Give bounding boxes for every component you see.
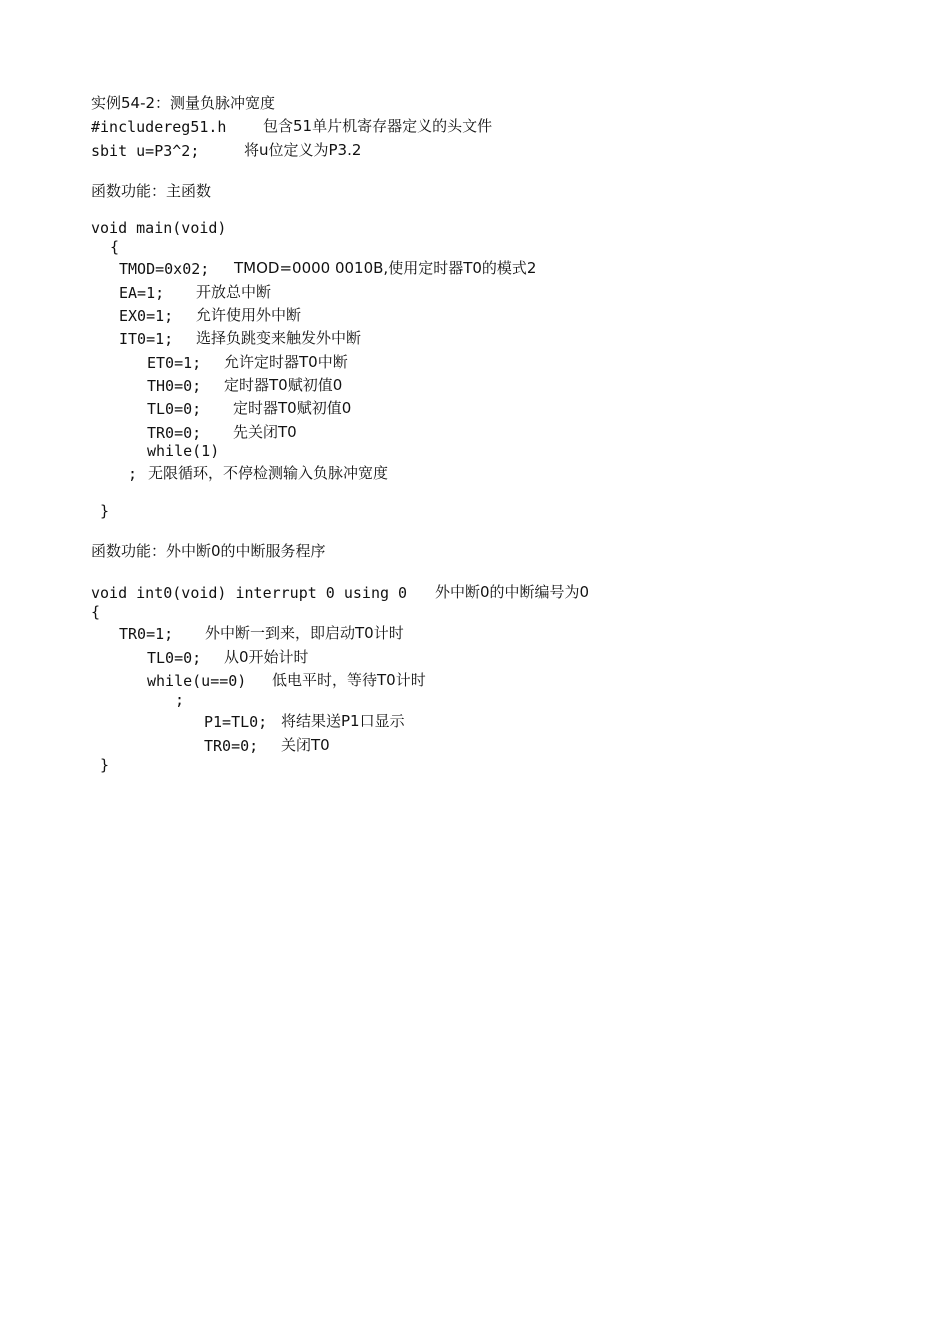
main-code-line: TL0=0;: [147, 400, 202, 418]
main-loop-comment: 无限循环，不停检测输入负脉冲宽度: [148, 464, 389, 482]
main-code-comment: 允许使用外中断: [196, 306, 302, 324]
main-open-brace: {: [110, 238, 120, 256]
main-code-line: TH0=0;: [147, 377, 202, 395]
main-code-comment: 定时器T0赋初值0: [233, 399, 352, 417]
main-code-line: TR0=0;: [147, 424, 202, 442]
int0-signature-comment: 外中断0的中断编号为0: [435, 583, 590, 601]
sbit-comment: 将u位定义为P3.2: [244, 141, 362, 159]
main-code-line: EA=1;: [119, 284, 165, 302]
main-code-line: EX0=1;: [119, 307, 174, 325]
int0-func-label: 函数功能：外中断0的中断服务程序: [91, 542, 326, 560]
main-code-comment: 定时器T0赋初值0: [224, 376, 343, 394]
int0-close-brace: }: [100, 756, 110, 774]
int0-open-brace: {: [91, 603, 101, 621]
main-func-label: 函数功能：主函数: [91, 182, 212, 200]
int0-code-comment: 从0开始计时: [224, 648, 309, 666]
main-code-line: ET0=1;: [147, 354, 202, 372]
int0-code-comment: 低电平时，等待T0计时: [272, 671, 426, 689]
main-while-line: while(1): [147, 442, 220, 460]
main-signature: void main(void): [91, 219, 227, 237]
main-code-comment: 先关闭T0: [233, 423, 297, 441]
main-loop-semicolon: ;: [128, 465, 138, 483]
int0-tail-code-comment: 关闭T0: [281, 736, 330, 754]
int0-tail-code-line: P1=TL0;: [204, 713, 268, 731]
int0-code-line: TL0=0;: [147, 649, 202, 667]
main-code-line: IT0=1;: [119, 330, 174, 348]
document-title: 实例54-2：测量负脉冲宽度: [91, 94, 276, 112]
int0-code-line: TR0=1;: [119, 625, 174, 643]
sbit-line: sbit u=P3^2;: [91, 142, 200, 160]
main-code-comment: 开放总中断: [196, 283, 272, 301]
main-code-comment: 允许定时器T0中断: [224, 353, 348, 371]
int0-semicolon: ;: [175, 691, 185, 709]
main-code-line: TMOD=0x02;: [119, 260, 210, 278]
main-code-comment: TMOD=0000 0010B,使用定时器T0的模式2: [234, 259, 537, 277]
int0-tail-code-line: TR0=0;: [204, 737, 259, 755]
main-close-brace: }: [100, 502, 110, 520]
int0-signature: void int0(void) interrupt 0 using 0: [91, 584, 408, 602]
include-line: #includereg51.h: [91, 118, 227, 136]
int0-code-comment: 外中断一到来，即启动T0计时: [205, 624, 404, 642]
int0-tail-code-comment: 将结果送P1口显示: [281, 712, 405, 730]
int0-code-line: while(u==0): [147, 672, 247, 690]
main-code-comment: 选择负跳变来触发外中断: [196, 329, 362, 347]
include-comment: 包含51单片机寄存器定义的头文件: [263, 117, 493, 135]
